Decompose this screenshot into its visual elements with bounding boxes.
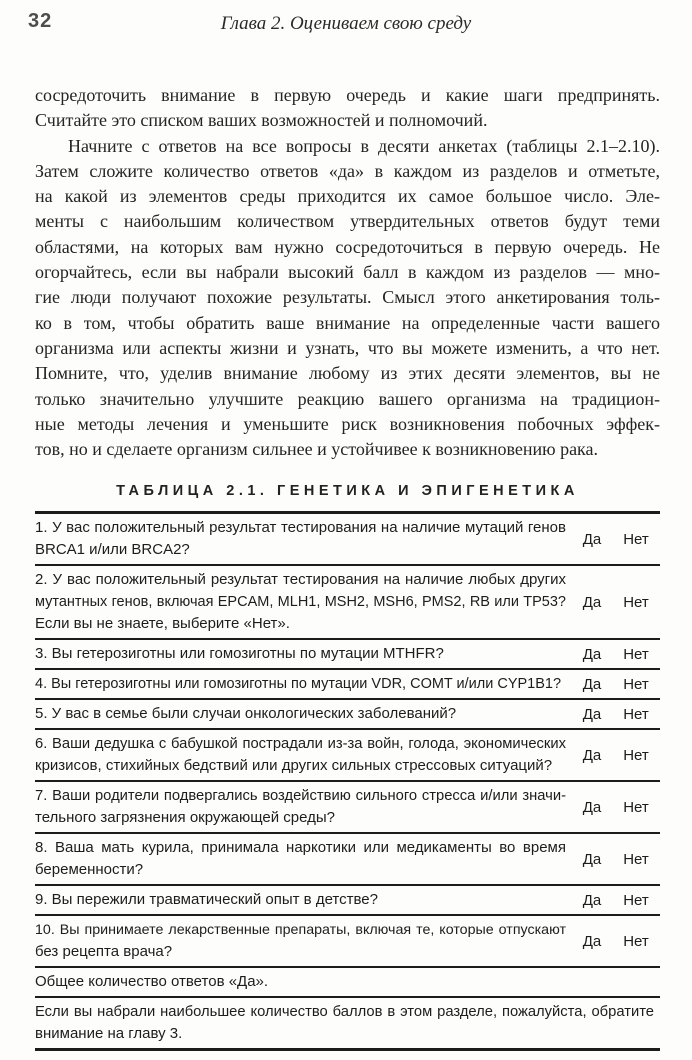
table-title: ТАБЛИЦА 2.1. ГЕНЕТИКА И ЭПИГЕНЕТИКА — [116, 483, 579, 499]
table-rows — [35, 511, 660, 1051]
yes-label: Да — [582, 932, 602, 950]
body-line: ные методы лечения и уменьшите риск возникновения побочных эффек- — [35, 413, 660, 434]
question-line: 3. Вы гетерозиготны или гомозиготны по мутации MTHFR? — [35, 645, 444, 662]
yes-label: Да — [582, 593, 602, 611]
question-line: 5. У вас в семье были случаи онкологических заболеваний? — [35, 705, 457, 722]
table-row — [35, 782, 660, 834]
table-row — [35, 670, 660, 700]
question-cell — [35, 919, 572, 963]
body-line: ко в том, чтобы обратить ваше внимание на определенные части вашего — [35, 312, 660, 333]
question-line: Если вы не знаете, выберите «Нет». — [35, 615, 290, 632]
body-line: на какой из элементов среды приходится их самое большое число. Эле- — [35, 186, 660, 207]
body-line: Считайте это списком ваших возможностей и полномочий. — [35, 110, 488, 131]
no-label: Нет — [623, 530, 649, 548]
questionnaire-table — [35, 481, 660, 1051]
question-line: Если вы набрали наибольшее количество баллов в этом разделе, пожалуйста, обратите — [35, 1004, 654, 1020]
question-cell — [35, 837, 572, 881]
running-head: Глава 2. Оцениваем свою среду — [220, 13, 472, 34]
page-number: 32 — [28, 10, 53, 32]
question-line: 7. Ваши родители подвергались воздействию сильного стресса и/или значи- — [35, 788, 566, 804]
question-line: внимание на главу 3. — [35, 1025, 183, 1042]
no-label: Нет — [623, 593, 649, 611]
question-cell — [35, 517, 572, 561]
question-cell — [35, 1001, 660, 1045]
question-cell — [35, 643, 572, 665]
question-line: Общее количество ответов «Да». — [35, 973, 269, 990]
table-row — [35, 916, 660, 968]
yes-label: Да — [582, 645, 602, 663]
table-row — [35, 730, 660, 782]
yes-label: Да — [582, 705, 602, 723]
body-line: только значительно улучшите реакцию вашего организма на традицион- — [35, 388, 660, 409]
no-label: Нет — [623, 850, 649, 868]
body-line: гие люди получают похожие результаты. Смысл этого анкетирования толь- — [35, 287, 660, 308]
yes-label: Да — [582, 675, 602, 693]
body-line: тов, но и сделаете организм сильнее и устойчивее к возникновению рака. — [35, 439, 599, 460]
question-line: кризисов, стихийных бедствий или других сильных стрессовых ситуаций? — [35, 757, 553, 774]
table-row — [35, 640, 660, 670]
question-line: тельного загрязнения окружающей среды? — [35, 809, 335, 826]
question-cell — [35, 971, 660, 993]
question-line: без рецепта врача? — [35, 943, 173, 960]
no-label: Нет — [623, 746, 649, 764]
table-row — [35, 968, 660, 998]
body-line: огорчайтесь, если вы набрали высокий балл в каждом из разделов — мно- — [35, 262, 660, 283]
question-line: 4. Вы гетерозиготны или гомозиготны по мутации VDR, COMT и/или CYP1B1? — [35, 676, 562, 692]
question-line: 8. Ваша мать курила, принимала наркотики или медикаменты во время — [35, 839, 566, 856]
body-line: Помните, что, уделив внимание любому из этих десяти элементов, вы не — [35, 363, 660, 384]
question-cell — [35, 703, 572, 725]
body-line: Начните с ответов на все вопросы в десяти анкетах (таблицы 2.1–2.10). — [68, 135, 660, 156]
question-line: 1. У вас положительный результат тестирования на наличие мутаций генов — [35, 519, 566, 536]
yes-label: Да — [582, 798, 602, 816]
question-cell — [35, 673, 572, 695]
question-line: 6. Ваши дедушка с бабушкой пострадали из-за войн, голода, экономических — [35, 736, 566, 752]
question-cell — [35, 569, 572, 635]
table-row — [35, 834, 660, 886]
no-label: Нет — [623, 675, 649, 693]
body-line: сосредоточить внимание в первую очередь и какие шаги предпринять. — [35, 85, 660, 105]
body-line: организма или аспекты жизни и узнать, что вы можете изменить, а что нет. — [35, 337, 660, 358]
body-text — [35, 83, 660, 462]
table-row — [35, 998, 660, 1051]
yes-label: Да — [582, 891, 602, 909]
body-line: областями, на которых вам нужно сосредоточиться в первую очередь. Не — [35, 236, 660, 257]
no-label: Нет — [623, 798, 649, 816]
no-label: Нет — [623, 891, 649, 909]
question-cell — [35, 733, 572, 777]
question-line: BRCA1 и/или BRCA2? — [35, 541, 190, 558]
question-line: мутантных генов, включая EPCAM, MLH1, MSH2, MSH6, PMS2, RB или TP53? — [35, 594, 566, 610]
question-cell — [35, 889, 572, 911]
table-row — [35, 566, 660, 640]
no-label: Нет — [623, 645, 649, 663]
yes-label: Да — [582, 850, 602, 868]
body-line: Затем сложите количество ответов «да» в каждом из разделов и отметьте, — [35, 160, 660, 181]
yes-label: Да — [582, 530, 602, 548]
question-line: 9. Вы пережили травматический опыт в детстве? — [35, 891, 378, 908]
question-line: беременности? — [35, 861, 144, 878]
table-row — [35, 886, 660, 916]
body-line: менты с наибольшим количеством утвердительных ответов будут теми — [35, 211, 660, 232]
no-label: Нет — [623, 932, 649, 950]
question-line: 10. Вы принимаете лекарственные препараты, включая те, которые отпускают — [35, 922, 566, 938]
no-label: Нет — [623, 705, 649, 723]
question-cell — [35, 785, 572, 829]
question-line: 2. У вас положительный результат тестирования на наличие любых других — [35, 571, 566, 588]
yes-label: Да — [582, 746, 602, 764]
table-row — [35, 514, 660, 566]
table-row — [35, 700, 660, 730]
